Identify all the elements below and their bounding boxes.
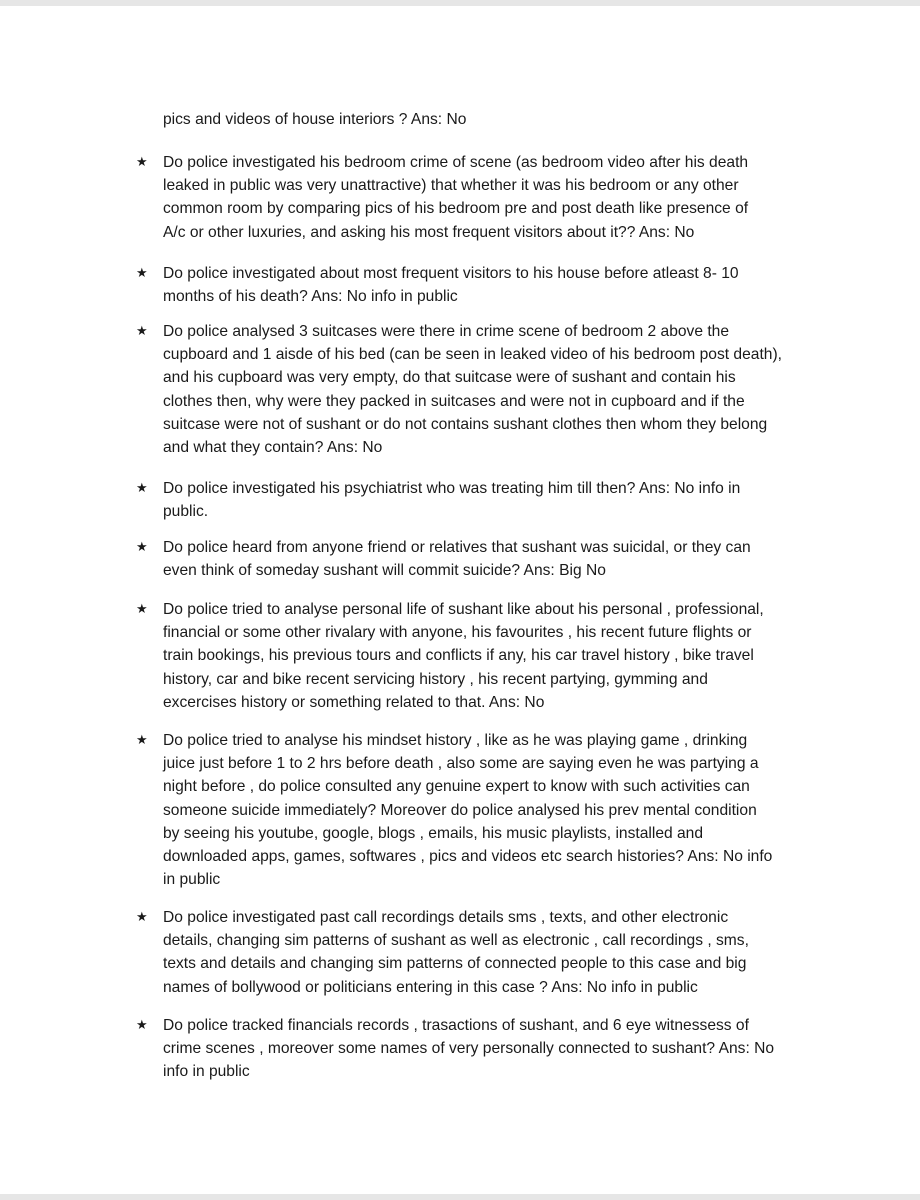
text-line: clothes then, why were they packed in suitcases and were not in cupboard and if the (163, 392, 745, 410)
text-line: someone suicide immediately? Moreover do police analysed his prev mental condition (163, 801, 757, 819)
text-line: and his cupboard was very empty, do that suitcase were of sushant and contain his (163, 369, 736, 387)
star-bullet-icon: ★ (136, 155, 148, 170)
list-item-text (163, 262, 826, 308)
text-line: suitcase were not of sushant or do not contains sushant clothes then whom they belong (163, 415, 768, 433)
star-bullet-icon: ★ (136, 602, 148, 617)
star-bullet-icon: ★ (136, 324, 148, 339)
text-line: Do police tracked financials records , trasactions of sushant, and 6 eye witnessess of (163, 1017, 749, 1034)
text-line: details, changing sim patterns of sushant as well as electronic , call recordings , sms, (163, 932, 749, 950)
text-line: night before , do police consulted any genuine expert to know with such activities can (163, 778, 750, 796)
text-line: names of bollywood or politicians entering in this case ? Ans: No info in public (163, 978, 698, 996)
star-bullet-icon: ★ (136, 733, 148, 748)
text-line: cupboard and 1 aisde of his bed (can be seen in leaked video of his bedroom post death), (163, 346, 782, 364)
text-line: A/c or other luxuries, and asking his most frequent visitors about it?? Ans: No (163, 223, 695, 241)
continuation-paragraph (163, 108, 823, 131)
text-line: Do police investigated past call recordings details sms , texts, and other electronic (163, 909, 729, 926)
text-line: months of his death? Ans: No info in public (163, 288, 458, 306)
text-line: and what they contain? Ans: No (163, 439, 383, 457)
text-line: juice just before 1 to 2 hrs before death , also some are saying even he was partying a (163, 755, 759, 773)
text-line: Do police tried to analyse his mindset history , like as he was playing game , drinking (163, 732, 748, 749)
list-item-text (163, 477, 826, 523)
text-line: leaked in public was very unattractive) that whether it was his bedroom or any other (163, 177, 739, 195)
text-line: public. (163, 503, 209, 521)
text-line: financial or some other rivalary with anyone, his favourites , his recent future flights or (163, 624, 752, 642)
star-bullet-icon: ★ (136, 266, 148, 281)
text-line: texts and details and changing sim patterns of connected people to this case and big (163, 955, 747, 973)
text-line: downloaded apps, games, softwares , pics and videos etc search histories? Ans: No info (163, 848, 773, 866)
text-line: Do police investigated about most frequent visitors to his house before atleast 8- 10 (163, 265, 739, 282)
text-line: even think of someday sushant will commit suicide? Ans: Big No (163, 562, 606, 580)
text-line: train bookings, his previous tours and conflicts if any, his car travel history , bike travel (163, 647, 754, 665)
list-item-text (163, 151, 826, 244)
star-bullet-icon: ★ (136, 910, 148, 925)
text-line: crime scenes , moreover some names of very personally connected to sushant? Ans: No (163, 1040, 775, 1058)
text-line: Do police tried to analyse personal life of sushant like about his personal , professional, (163, 601, 764, 618)
document-page (0, 6, 920, 1194)
list-item-text (163, 536, 826, 582)
text-line: Do police analysed 3 suitcases were there in crime scene of bedroom 2 above the (163, 323, 730, 340)
text-line: Do police investigated his bedroom crime of scene (as bedroom video after his death (163, 154, 749, 171)
text-line: Do police investigated his psychiatrist who was treating him till then? Ans: No info in (163, 480, 741, 497)
text-line: Do police heard from anyone friend or relatives that sushant was suicidal, or they can (163, 539, 751, 556)
star-bullet-icon: ★ (136, 1018, 148, 1033)
text-line: in public (163, 871, 221, 889)
text-line: excercises history or something related to that. Ans: No (163, 693, 545, 711)
star-bullet-icon: ★ (136, 540, 148, 555)
star-bullet-icon: ★ (136, 481, 148, 496)
text-line: by seeing his youtube, google, blogs , emails, his music playlists, installed and (163, 824, 704, 842)
list-item-text (163, 1014, 826, 1084)
list-item-text (163, 320, 826, 459)
list-item-text (163, 906, 826, 999)
text-line: info in public (163, 1063, 250, 1081)
list-item-text (163, 729, 826, 891)
text-line: pics and videos of house interiors ? Ans: No (163, 111, 467, 128)
text-line: common room by comparing pics of his bedroom pre and post death like presence of (163, 200, 749, 218)
list-item-text (163, 598, 826, 714)
text-line: history, car and bike recent servicing history , his recent partying, gymming and (163, 670, 708, 688)
